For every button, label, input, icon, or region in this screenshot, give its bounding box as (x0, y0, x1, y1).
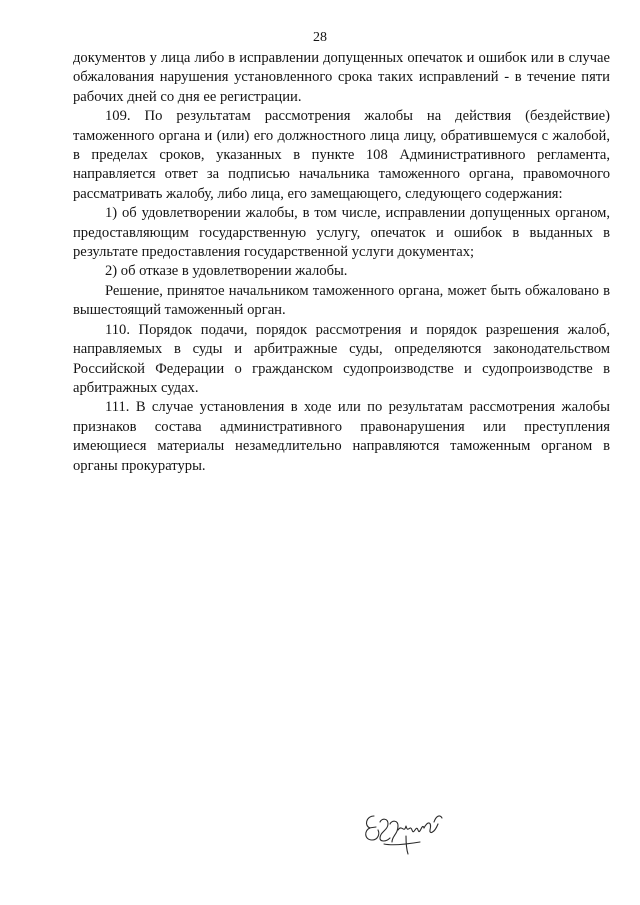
paragraph-109-item-2: 2) об отказе в удовлетворении жалобы. (105, 263, 348, 280)
paragraph-continuation: документов у лица либо в исправлении допущенных опечаток и ошибок или в случае обжалования нарушения установленного срока таких исправлений - в течение пяти рабочих дней со дня ее регистрации. (73, 50, 610, 105)
paragraph-109-item-1: 1) об удовлетворении жалобы, в том числе, исправлении допущенных органом, предоставляющим государственную услугу, опечаток и ошибок в выданных в результате предоставления государственной услуги документах; (73, 205, 610, 261)
body-text (73, 49, 610, 476)
page-number: 28 (313, 30, 327, 45)
paragraph-110: 110. Порядок подачи, порядок рассмотрения и порядок разрешения жалоб, направляемых в суды и арбитражные суды, определяются законодательством Российской Федерации о гражданском судопроизводстве и судопроизводстве в арбитражных судах. (73, 321, 610, 396)
paragraph-109: 109. По результатам рассмотрения жалобы на действия (бездействие) таможенного органа и (или) его должностного лица лицу, обратившемуся с жалобой, в пределах сроков, указанных в пункте 108 Административного регламента, направляется ответ за подписью начальника таможенного органа, правомочного рассматривать жалобу, либо лица, его замещающего, следующего содержания: (73, 108, 610, 202)
paragraph-decision-appeal: Решение, принятое начальником таможенного органа, может быть обжаловано в вышестоящий таможенный орган. (73, 282, 610, 319)
handwritten-signature (360, 808, 450, 856)
paragraph-111: 111. В случае установления в ходе или по результатам рассмотрения жалобы признаков состава административного правонарушения или преступления имеющиеся материалы незамедлительно направляются таможенным органом в органы прокуратуры. (73, 399, 610, 474)
